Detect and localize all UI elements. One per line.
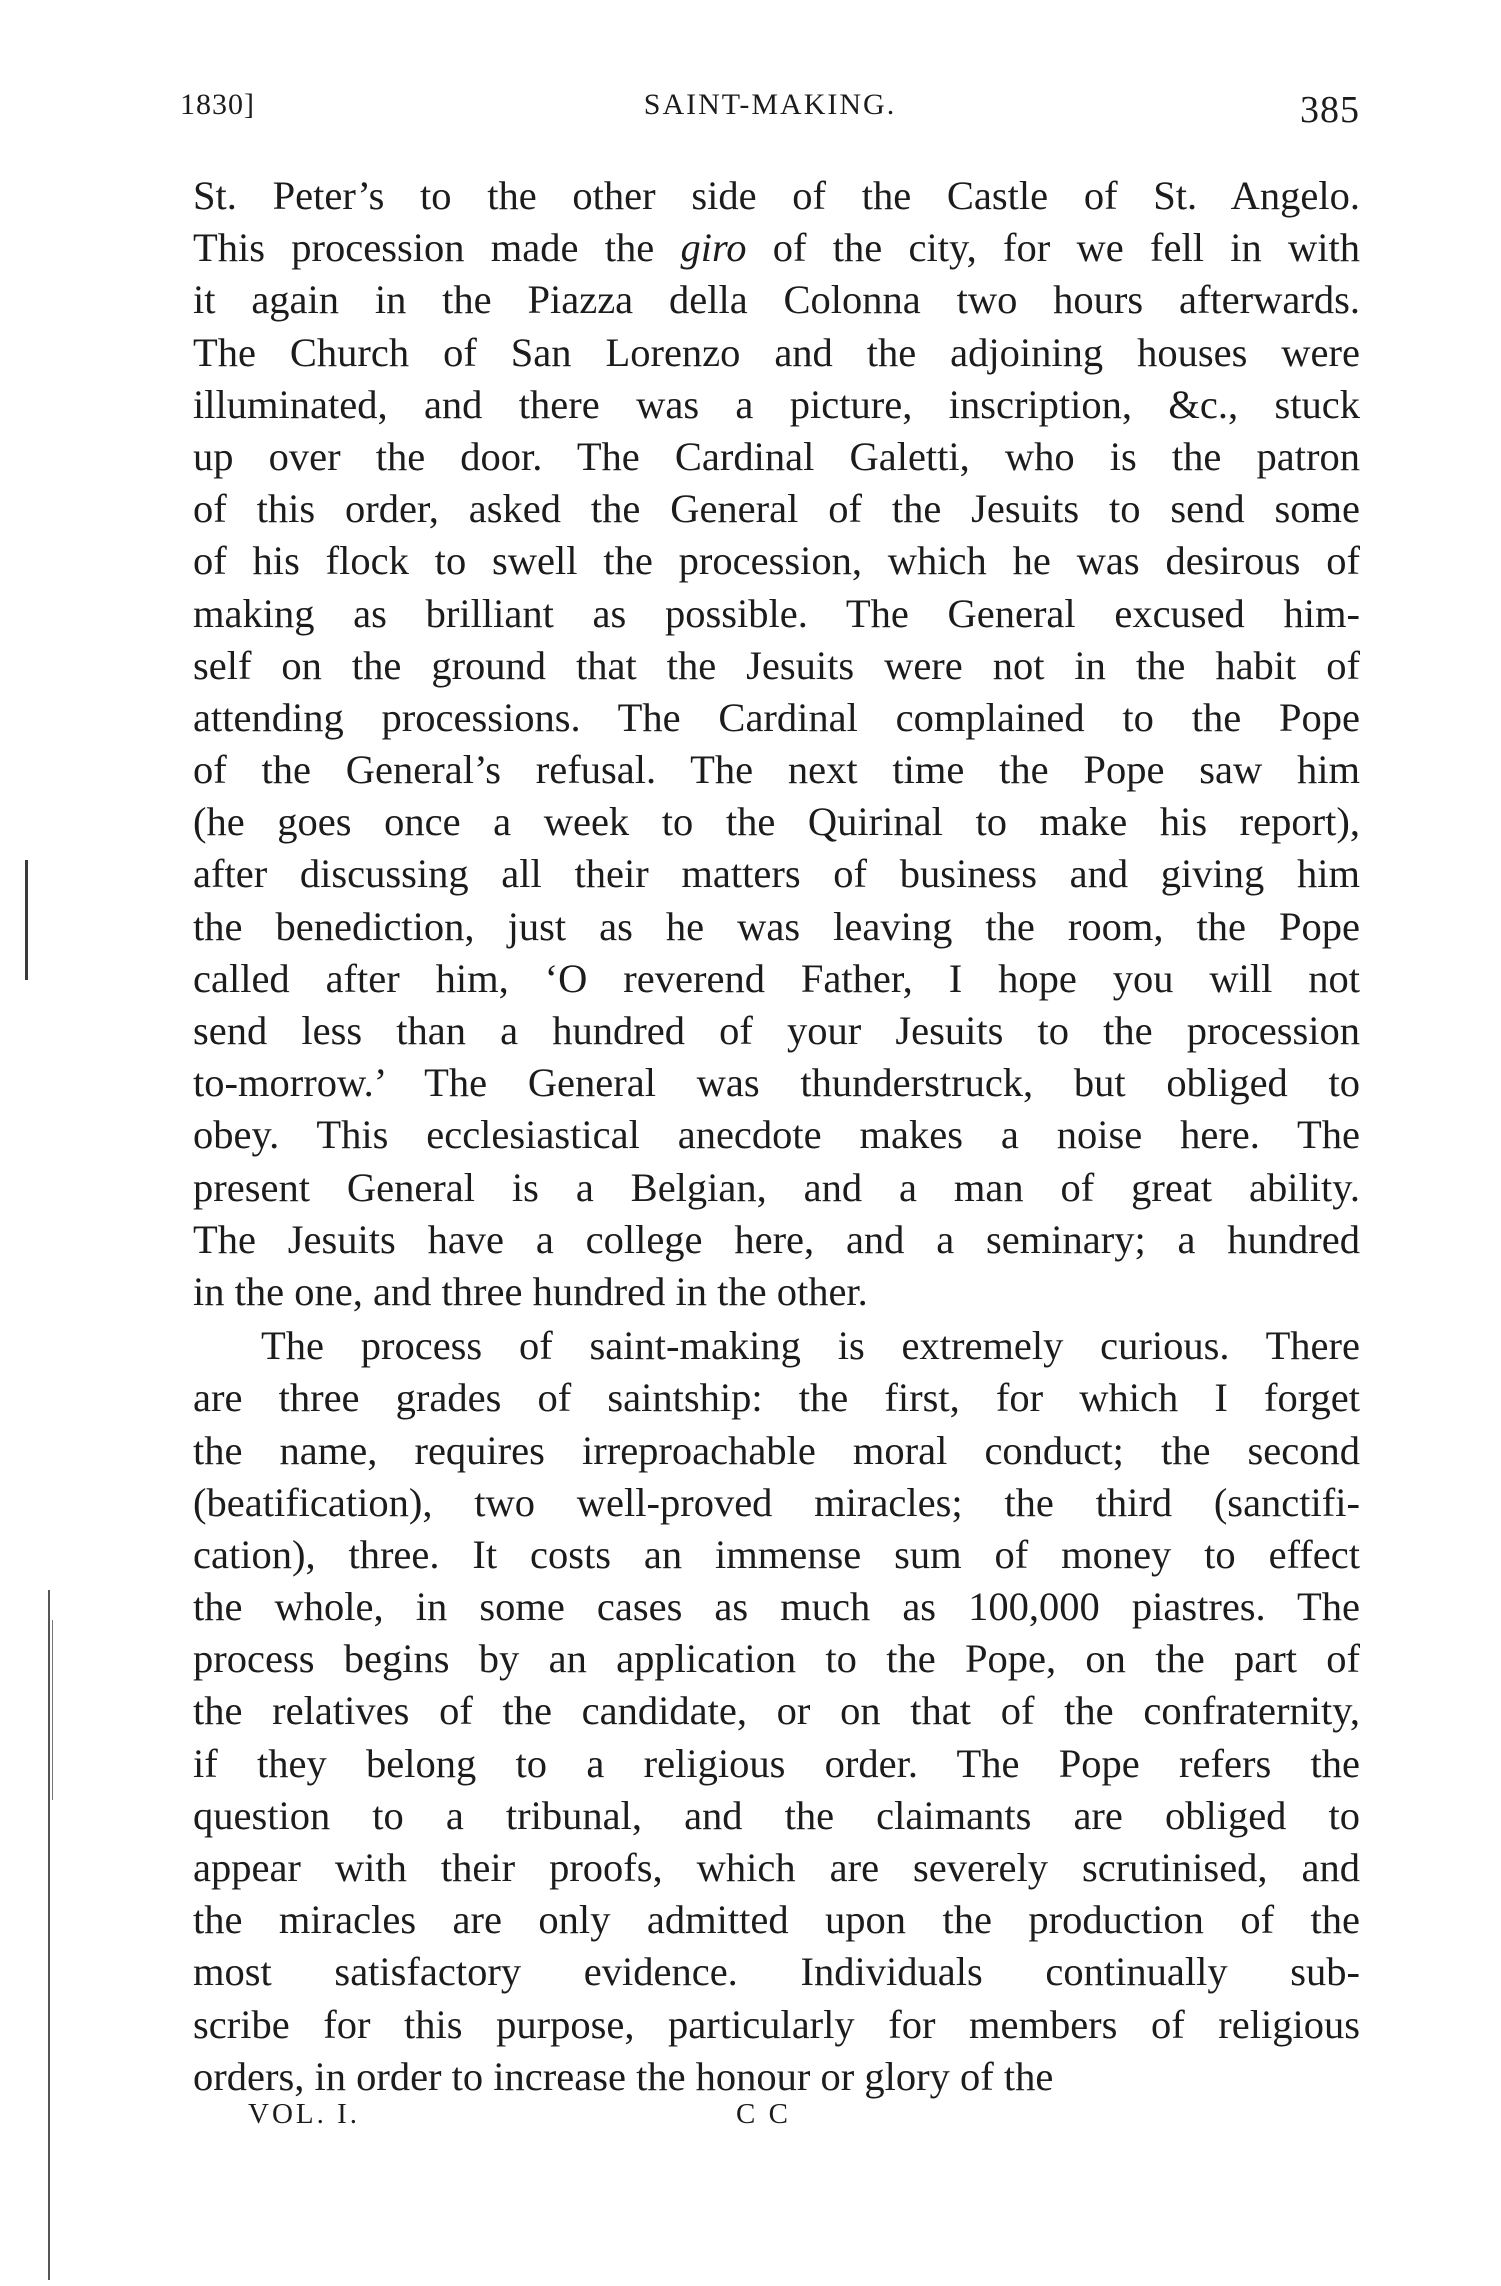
text-line: the benediction, just as he was leaving the room, the Pope: [193, 903, 1360, 949]
text-line: The Church of San Lorenzo and the adjoining houses were: [193, 329, 1360, 375]
page-number: 385: [1300, 89, 1360, 131]
text-line: are three grades of saintship: the first, for which I forget: [193, 1375, 1360, 1421]
text-line: most satisfactory evidence. Individuals continually sub-: [193, 1949, 1360, 1995]
text-line: illuminated, and there was a picture, inscription, &c., stuck: [193, 381, 1360, 427]
text-line: attending processions. The Cardinal complained to the Pope: [193, 694, 1360, 740]
margin-scan-line: [52, 1620, 53, 1800]
text-line: the relatives of the candidate, or on that of the confraternity,: [193, 1688, 1360, 1734]
text-line: the whole, in some cases as much as 100,000 piastres. The: [193, 1584, 1360, 1630]
text-line: The process of saint-making is extremely curious. There: [261, 1323, 1360, 1369]
text-line: self on the ground that the Jesuits were not in the habit of: [193, 642, 1360, 688]
text-line: cation), three. It costs an immense sum of money to effect: [193, 1531, 1360, 1577]
text-line: if they belong to a religious order. The Pope refers the: [193, 1740, 1360, 1786]
volume-label: VOL. I.: [248, 2098, 361, 2130]
text-line: This procession made the giro of the city, for we fell in with: [193, 225, 1361, 271]
text-line: present General is a Belgian, and a man of great ability.: [193, 1164, 1360, 1210]
text-line: obey. This ecclesiastical anecdote makes a noise here. The: [193, 1112, 1360, 1158]
text-line: to-morrow.’ The General was thunderstruck, but obliged to: [193, 1060, 1360, 1106]
body-text: [193, 170, 1360, 2103]
paragraph-2: [193, 1320, 1360, 2103]
running-title: SAINT-MAKING.: [643, 88, 897, 121]
text-line: the name, requires irreproachable moral conduct; the second: [193, 1427, 1360, 1473]
text-line: of the General’s refusal. The next time the Pope saw him: [193, 747, 1360, 793]
signature-mark: C C: [736, 2098, 791, 2130]
text-line: (beatification), two well-proved miracles; the third (sanctifi-: [193, 1479, 1360, 1525]
text-line: scribe for this purpose, particularly for members of religious: [193, 2001, 1360, 2047]
text-line: orders, in order to increase the honour or glory of the: [193, 2053, 1054, 2099]
text-line: of this order, asked the General of the Jesuits to send some: [193, 486, 1360, 532]
text-line: send less than a hundred of your Jesuits to the procession: [193, 1008, 1360, 1053]
text-line: appear with their proofs, which are severely scrutinised, and: [193, 1845, 1360, 1890]
text-line: called after him, ‘O reverend Father, I hope you will not: [193, 955, 1360, 1001]
text-line: the miracles are only admitted upon the production of the: [193, 1897, 1360, 1943]
header-year: 1830]: [180, 88, 255, 121]
text-line: of his flock to swell the procession, which he was desirous of: [193, 538, 1360, 584]
text-line: process begins by an application to the Pope, on the part of: [193, 1636, 1360, 1682]
text-line: (he goes once a week to the Quirinal to make his report),: [193, 799, 1360, 845]
text-line: after discussing all their matters of business and giving him: [193, 851, 1360, 897]
running-header: [180, 88, 1360, 138]
margin-scan-line: [25, 860, 28, 980]
text-line: St. Peter’s to the other side of the Castle of St. Angelo.: [193, 173, 1360, 218]
text-line: up over the door. The Cardinal Galetti, who is the patron: [193, 433, 1360, 479]
margin-scan-line: [48, 1590, 50, 2280]
paragraph-1: [193, 170, 1360, 1318]
text-line: making as brilliant as possible. The General excused him-: [193, 590, 1360, 636]
text-line: it again in the Piazza della Colonna two hours afterwards.: [193, 277, 1360, 323]
text-line: in the one, and three hundred in the other.: [193, 1268, 868, 1314]
text-line: question to a tribunal, and the claimants are obliged to: [193, 1792, 1360, 1838]
page-footer: [248, 2098, 848, 2138]
text-line: The Jesuits have a college here, and a seminary; a hundred: [193, 1216, 1360, 1262]
